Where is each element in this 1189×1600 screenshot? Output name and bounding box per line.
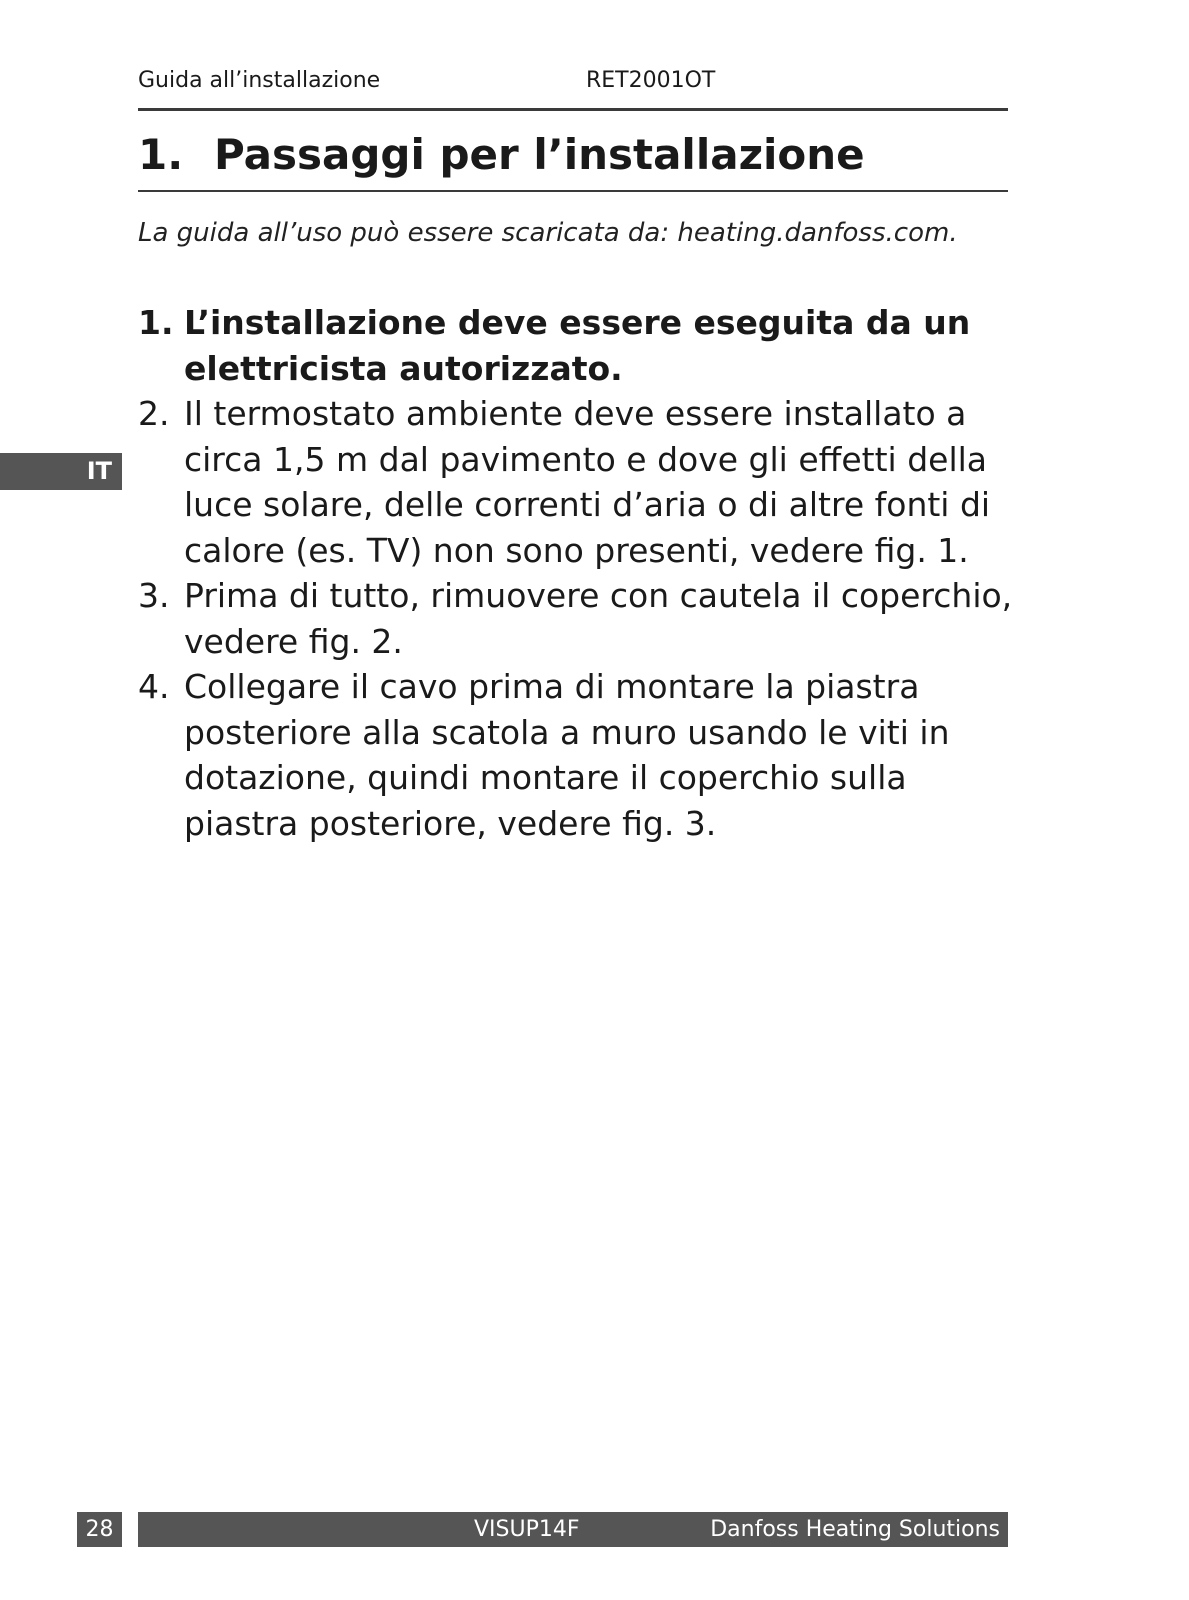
page-footer xyxy=(138,1512,1008,1547)
section-heading xyxy=(138,128,1008,192)
step-text: Prima di tutto, rimuovere con cautela il coperchio, vedere fig. 2. xyxy=(184,576,1013,661)
language-tab xyxy=(0,453,122,490)
footer-company: Danfoss Heating Solutions xyxy=(710,1517,1000,1542)
step-marker: 1. xyxy=(138,303,174,342)
step-marker: 3. xyxy=(138,576,170,615)
step-item xyxy=(138,573,1018,664)
step-item xyxy=(138,300,1018,391)
header-product-code: RET2001OT xyxy=(586,68,716,93)
page-header xyxy=(138,64,1008,111)
language-label: IT xyxy=(86,457,112,485)
header-doc-title: Guida all’installazione xyxy=(138,68,381,93)
step-item xyxy=(138,664,1018,846)
step-marker: 4. xyxy=(138,667,170,706)
step-text: Collegare il cavo prima di montare la piastra posteriore alla scatola a muro usando le viti in dotazione, quindi montare il coperchio sulla piastra posteriore, vedere fig. 3. xyxy=(184,667,950,843)
step-text: L’installazione deve essere eseguita da un elettricista autorizzato. xyxy=(184,303,971,388)
step-item xyxy=(138,391,1018,573)
section-title: Passaggi per l’installazione xyxy=(214,130,865,179)
installation-steps xyxy=(138,300,1018,846)
download-note: La guida all’uso può essere scaricata da: heating.danfoss.com. xyxy=(138,218,958,248)
section-number: 1. xyxy=(138,130,184,179)
footer-doc-code: VISUP14F xyxy=(474,1517,580,1542)
page-number: 28 xyxy=(77,1512,122,1547)
step-marker: 2. xyxy=(138,394,170,433)
step-text: Il termostato ambiente deve essere installato a circa 1,5 m dal pavimento e dove gli effetti della luce solare, delle correnti d’aria o di altre fonti di calore (es. TV) non sono presenti, vedere fig. 1. xyxy=(184,394,991,570)
